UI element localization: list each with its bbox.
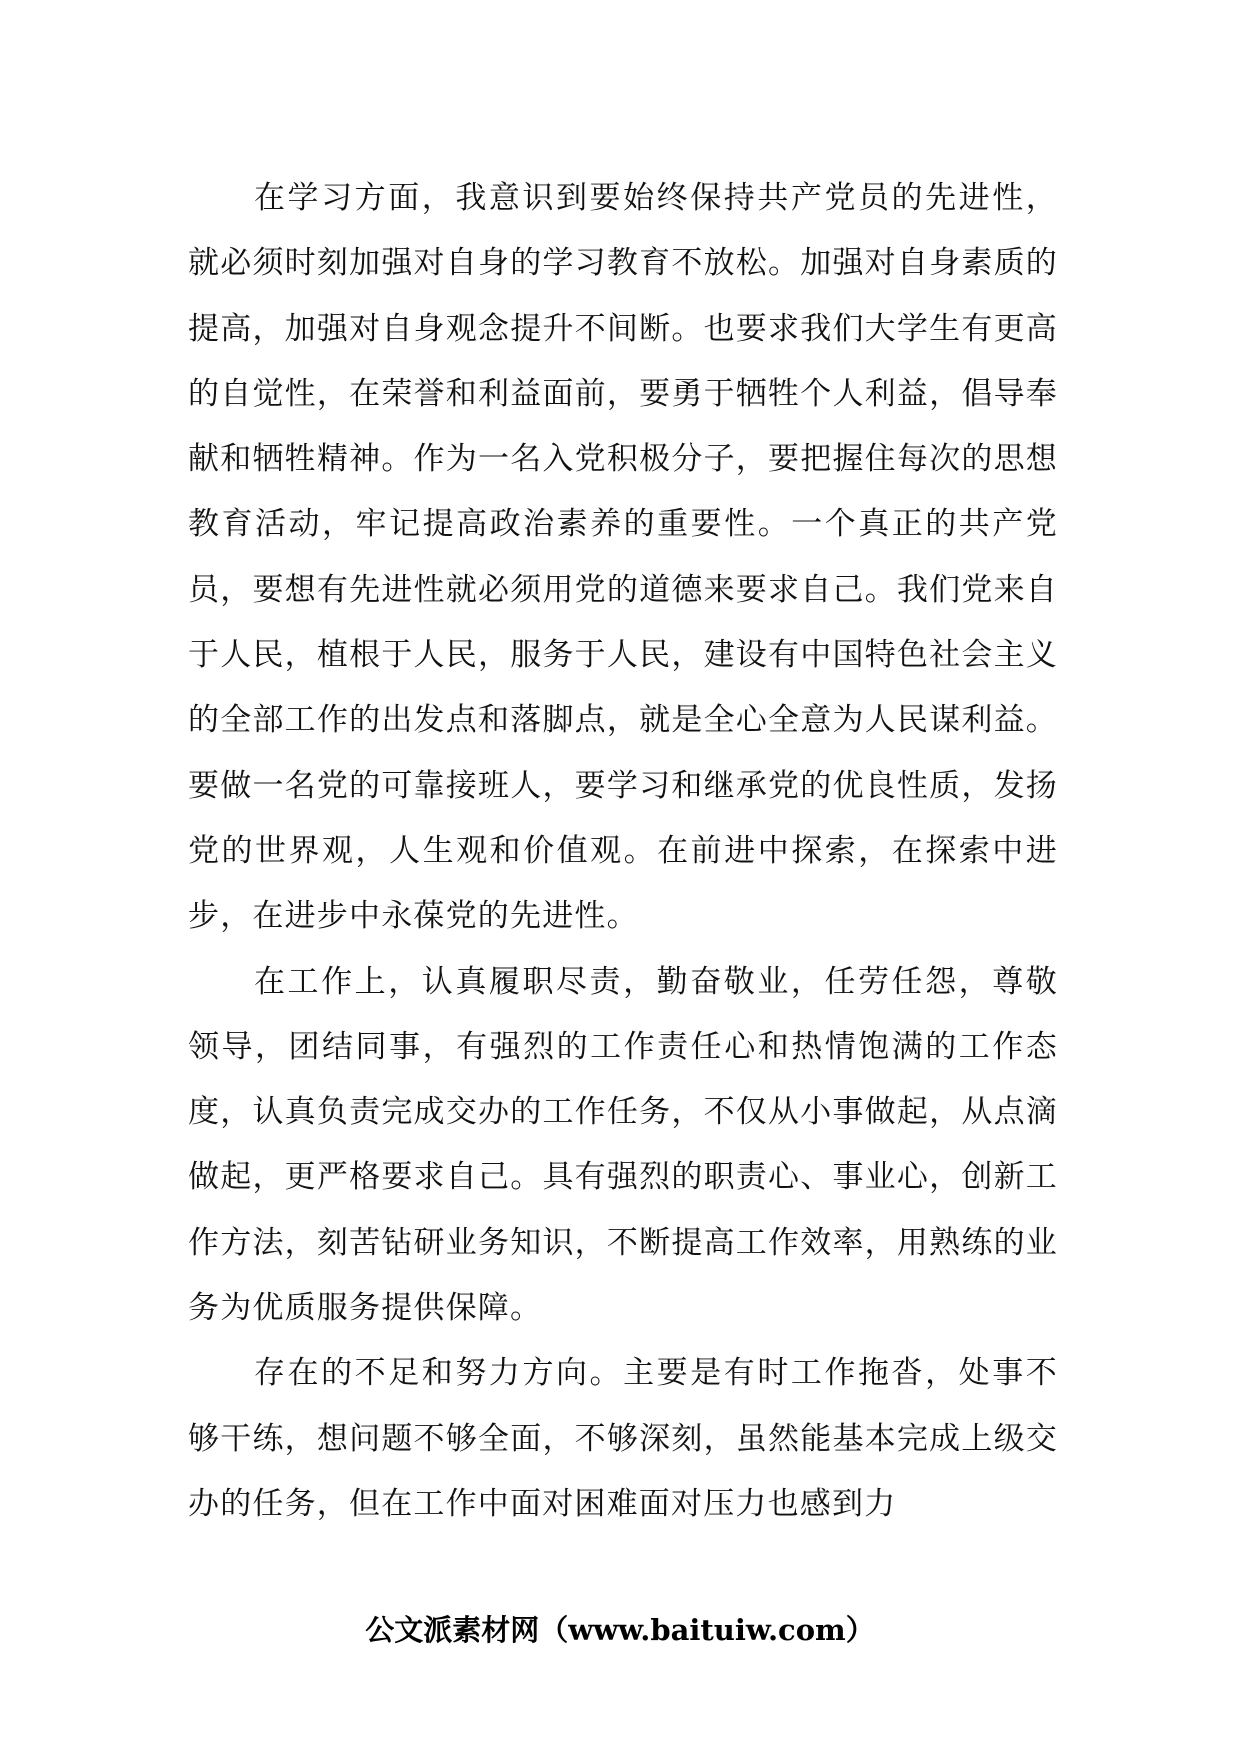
- paragraph-work: 在工作上，认真履职尽责，勤奋敬业，任劳任怨，尊敬领导，团结同事，有强烈的工作责任心和热情饱满的工作态度，认真负责完成交办的工作任务，不仅从小事做起，从点滴做起，更严格要求自己。具有强烈的职责心、事业心，创新工作方法，刻苦钻研业务知识，不断提高工作效率，用熟练的业务为优质服务提供保障。: [188, 963, 1058, 1327]
- paragraph-shortcomings: 存在的不足和努力方向。主要是有时工作拖沓，处事不够干练，想问题不够全面，不够深刻，虽然能基本完成上级交办的任务，但在工作中面对困难面对压力也感到力: [188, 1355, 1058, 1522]
- footer-watermark: 公文派素材网（www.baituiw.com）: [365, 1613, 875, 1647]
- document-body: [188, 166, 1058, 1537]
- paragraph-study: 在学习方面，我意识到要始终保持共产党员的先进性，就必须时刻加强对自身的学习教育不放松。加强对自身素质的提高，加强对自身观念提升不间断。也要求我们大学生有更高的自觉性，在荣誉和利益面前，要勇于牺牲个人利益，倡导奉献和牺牲精神。作为一名入党积极分子，要把握住每次的思想教育活动，牢记提高政治素养的重要性。一个真正的共产党员，要想有先进性就必须用党的道德来要求自己。我们党来自于人民，植根于人民，服务于人民，建设有中国特色社会主义的全部工作的出发点和落脚点，就是全心全意为人民谋利益。要做一名党的可靠接班人，要学习和继承党的优良性质，发扬党的世界观，人生观和价值观。在前进中探索，在探索中进步，在进步中永葆党的先进性。: [188, 180, 1058, 935]
